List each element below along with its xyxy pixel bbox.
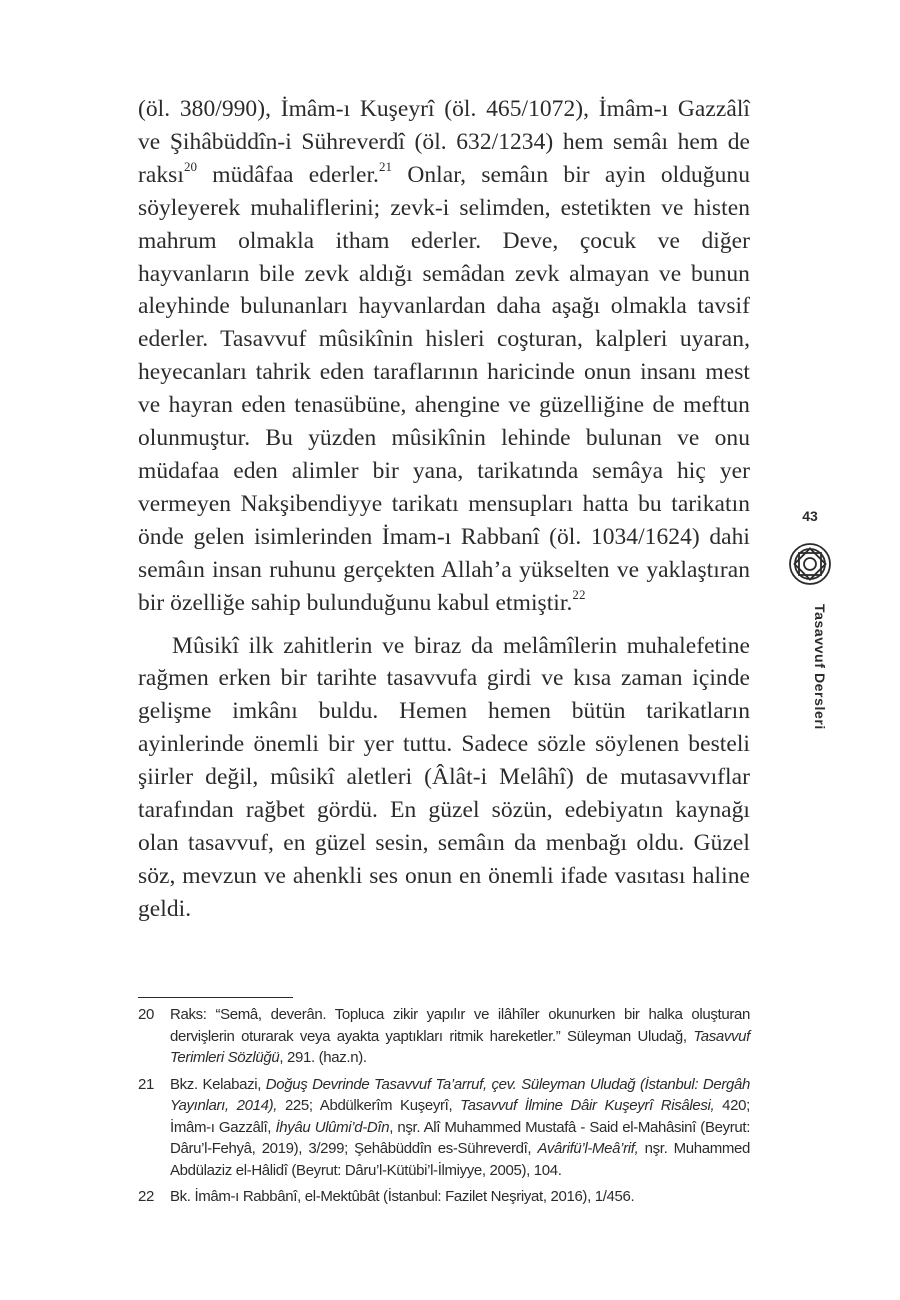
footnote-number: 22 [138, 1188, 154, 1205]
main-text [138, 93, 750, 926]
footnote-text: Bk. İmâm-ı Rabbânî, el-Mektûbât (İstanbul: Fazilet Neşriyat, 2016), 1/456. [170, 1188, 635, 1205]
footnote-ref-21[interactable]: 21 [378, 158, 393, 174]
footnote-ref-20[interactable]: 20 [183, 158, 198, 174]
footnote-ref-22[interactable]: 22 [572, 586, 586, 602]
footnote-divider [138, 997, 293, 998]
footnote-number: 20 [138, 1006, 154, 1023]
page-number: 43 [802, 508, 818, 524]
footnote-21 [138, 1074, 750, 1182]
paragraph-1-text: (öl. 380/990), İmâm-ı Kuşeyrî (öl. 465/1072), İmâm-ı Gazzâlî ve Şihâbüddîn-i Sühreverdî (öl. 632/1234) hem semâı hem de raksı [138, 96, 750, 188]
footnote-20 [138, 1004, 750, 1069]
paragraph-1-text: müdâfaa ederler. [197, 161, 379, 188]
paragraph-1 [138, 93, 750, 620]
footnotes [138, 1004, 750, 1213]
footnote-22 [138, 1186, 750, 1208]
paragraph-2: Mûsikî ilk zahitlerin ve biraz da melâmîlerin muhalefetine rağmen erken bir tarihte tasavvufa girdi ve kısa zaman içinde gelişme imkânı buldu. Hemen hemen bütün tarikatların ayinlerinde önemli bir yer tuttu. Sadece sözle söylenen besteli şiirler değil, mûsikî aletleri (Âlât-i Melâhî) de mutasavvıflar tarafından rağbet gördü. En güzel sözün, edebiyatın kaynağı olan tasavvuf, en güzel sesin, semâın da menbağı oldu. Güzel söz, mevzun ve ahenkli ses onun en önemli ifade vasıtası haline geldi. [138, 632, 750, 922]
running-title: Tasavvuf Dersleri [812, 604, 828, 730]
footnote-text: Bkz. Kelabazi, Doğuş Devrinde Tasavvuf Ta’arruf, çev. Süleyman Uludağ (İstanbul: Dergâh Yayınları, 2014), 225; Abdülkerîm Kuşeyrî, Tasavvuf İlmine Dâir Kuşeyrî Risâlesi, 420; İmâm-ı Gazzâlî, İhyâu Ulûmi’d-Dîn, nşr. Alî Muhammed Mustafâ - Said el-Mahâsinî (Beyrut: Dâru’l-Fehyâ, 2019), 3/299; Şehâbüddîn es-Sühreverdî, Avârifü’l-Meâ’rif, nşr. Muhammed Abdülaziz el-Hâlidî (Beyrut: Dâru’l-Kütübi’l-İlmiyye, 2005), 104. [170, 1075, 751, 1179]
interlaced-knot-ornament-icon [786, 540, 834, 588]
paragraph-1-text: Onlar, semâın bir ayin olduğunu söyleyerek muhaliflerini; zevk-i selimden, estetikten ve histen mahrum olmakla itham ederler. Deve, çocuk ve diğer hayvanların bile zevk aldığı semâdan zevk almayan ve bunun aleyhinde bulunanları hayvanlardan daha aşağı olmakla tavsif ederler. Tasavvuf mûsikînin hisleri coşturan, kalpleri uyaran, heyecanları tahrik eden taraflarının haricinde onun insanı mest ve hayran eden tenasübüne, ahengine ve güzelliğine de meftun olunmuştur. Bu yüzden mûsikînin lehinde bulunan ve onu müdafaa eden alimler bir yana, tarikatında semâya hiç yer vermeyen Nakşibendiyye tarikatı mensupları hatta bu tarikatın önde gelen isimlerinden İmam-ı Rabbanî (öl. 1034/1624) dahi semâın insan ruhunu gerçekten Allah’a yükselten ve yaklaştıran bir özelliğe sahip bulunduğunu kabul etmiştir. [138, 161, 751, 616]
footnote-text: Raks: “Semâ, deverân. Topluca zikir yapılır ve ilâhîler okunurken bir halka oluşturan dervişlerin oturarak veya ayakta yaptıkları ritmik hareketler.” Süleyman Uludağ, Tasavvuf Terimleri Sözlüğü, 291. (haz.n). [170, 1006, 750, 1066]
footnote-number: 21 [138, 1075, 154, 1093]
